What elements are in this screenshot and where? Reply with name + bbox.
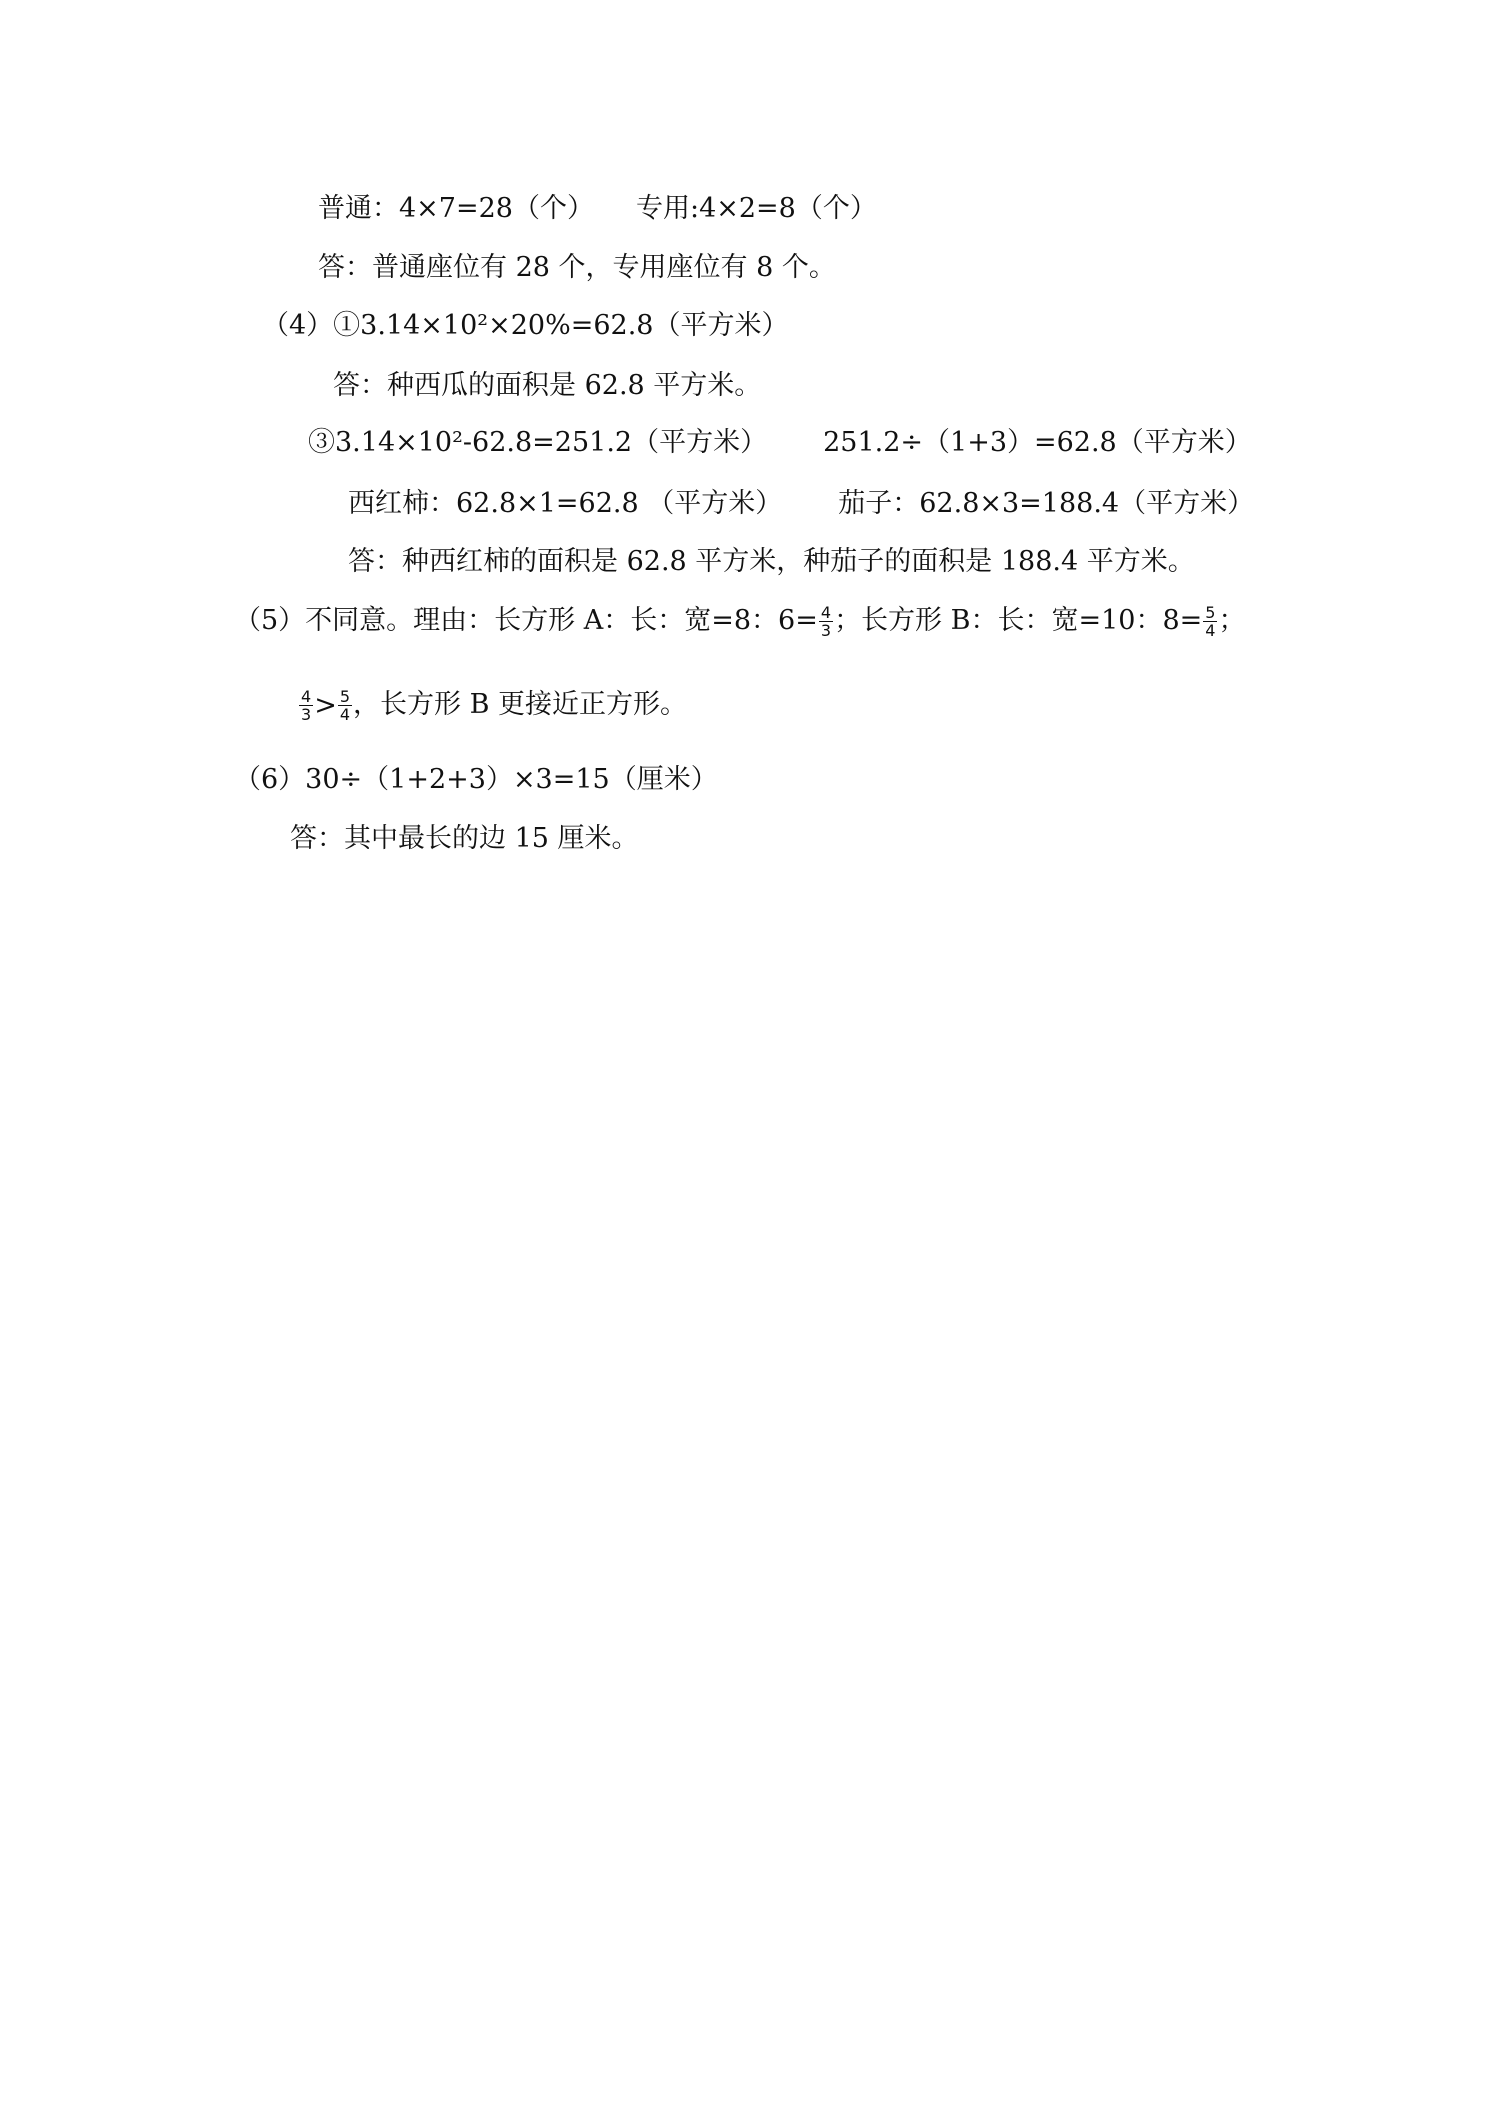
line-q6-calc: （6）30÷（1+2+3）×3=15（厘米）	[234, 764, 718, 795]
q5-reason-text-a: （5）不同意。理由：长方形 A：长：宽=8：6=	[234, 605, 818, 636]
line-q5-conclusion	[298, 688, 687, 723]
eggplant-area-calc: 茄子：62.8×3=188.4（平方米）	[838, 488, 1255, 519]
tomato-area-calc: 西红柿：62.8×1=62.8 （平方米）	[348, 488, 783, 519]
q5-reason-text-b: ；长方形 B：长：宽=10：8=	[834, 605, 1203, 636]
fraction-five-fourths: $\frac{5}{4}$	[1205, 603, 1216, 640]
line-vegetable-areas	[348, 487, 1254, 521]
fraction-four-thirds-compare: $\frac{4}{3}$	[301, 687, 312, 724]
greater-than-sign: >	[314, 689, 337, 721]
q5-conclusion-text: ，长方形 B 更接近正方形。	[353, 689, 688, 720]
line-q5-reason	[234, 604, 1245, 639]
remaining-area-calc: ③3.14×10²-62.8=251.2（平方米）	[308, 427, 768, 458]
regular-seat-calc: 普通：4×7=28（个）	[318, 193, 594, 224]
line-q4-step1: （4）①3.14×10²×20%=62.8（平方米）	[262, 310, 789, 341]
line-seat-calculation	[318, 192, 877, 226]
line-seat-answer: 答：普通座位有 28 个，专用座位有 8 个。	[318, 252, 836, 283]
q5-reason-text-c: ；	[1218, 605, 1246, 636]
line-q4-step3	[308, 426, 1252, 460]
fraction-four-thirds: $\frac{4}{3}$	[820, 603, 832, 640]
line-q6-answer: 答：其中最长的边 15 厘米。	[290, 823, 639, 854]
share-area-calc: 251.2÷（1+3）=62.8（平方米）	[823, 427, 1252, 458]
dedicated-seat-calc: 专用:4×2=8（个）	[635, 193, 877, 224]
line-watermelon-answer: 答：种西瓜的面积是 62.8 平方米。	[333, 370, 762, 401]
fraction-five-fourths-compare: $\frac{5}{4}$	[339, 687, 350, 724]
line-vegetable-answer: 答：种西红柿的面积是 62.8 平方米，种茄子的面积是 188.4 平方米。	[348, 546, 1195, 577]
